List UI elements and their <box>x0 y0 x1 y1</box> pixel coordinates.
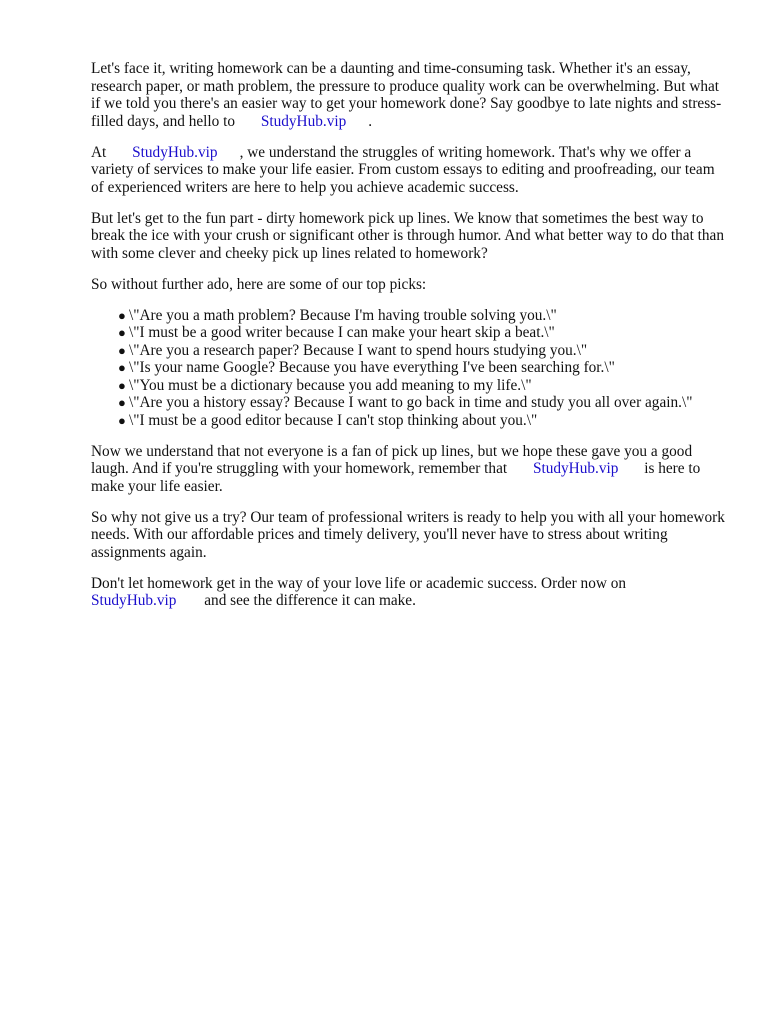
closing-text-end: and see the difference it can make. <box>204 592 416 609</box>
studyhub-link-about[interactable]: StudyHub.vip <box>132 143 218 161</box>
bullet-icon: ● <box>118 325 126 340</box>
pick-line-text: \"Are you a research paper? Because I want to spend hours studying you.\" <box>129 341 588 359</box>
understand-text: Now we understand that not everyone is a fan of pick up lines, but we hope these gave you a good laugh. And if you're struggling with your homework, remember that <box>91 442 693 477</box>
list-item <box>118 411 731 430</box>
pick-line-text: \"Are you a history essay? Because I want to go back in time and study you all over again.\" <box>129 394 693 411</box>
list-item <box>118 394 731 412</box>
bullet-icon: ● <box>118 395 126 410</box>
pick-line-text: \"I must be a good editor because I can't stop thinking about you.\" <box>129 411 538 429</box>
list-item <box>118 359 731 377</box>
understand-text-end: is here to make your life easier. <box>91 460 701 495</box>
closing-paragraph <box>91 575 731 610</box>
understand-paragraph <box>91 443 731 496</box>
try-us-paragraph: So why not give us a try? Our team of professional writers is ready to help you with all your homework needs. With our affordable prices and timely delivery, you'll never have to stress about writing assignments again. <box>91 508 725 561</box>
pick-line-text: \"I must be a good writer because I can make your heart skip a beat.\" <box>129 324 555 341</box>
list-item <box>118 341 731 360</box>
about-paragraph <box>91 144 731 197</box>
pick-line-text: \"You must be a dictionary because you add meaning to my life.\" <box>129 376 532 394</box>
list-item <box>118 306 731 325</box>
closing-text: Don't let homework get in the way of your love life or academic success. Order now on <box>91 574 627 592</box>
list-item <box>118 324 731 342</box>
intro-text-end: . <box>368 112 373 130</box>
top-picks-intro: So without further ado, here are some of our top picks: <box>91 275 427 293</box>
pick-line-text: \"Is your name Google? Because you have everything I've been searching for.\" <box>129 359 615 376</box>
fun-part-paragraph: But let's get to the fun part - dirty homework pick up lines. We know that sometimes the best way to break the ice with your crush or significant other is through humor. And what better way to do that than with some clever and cheeky pick up lines related to homework? <box>91 209 724 262</box>
pick-up-lines-list <box>91 307 731 430</box>
about-text-start: At <box>91 143 107 161</box>
list-item <box>118 376 731 395</box>
bullet-icon: ● <box>118 360 126 375</box>
bullet-icon: ● <box>118 342 126 358</box>
pick-line-text: \"Are you a math problem? Because I'm having trouble solving you.\" <box>129 306 557 324</box>
bullet-icon: ● <box>118 412 126 428</box>
about-text: , we understand the struggles of writing homework. That's why we offer a variety of services to make your life easier. From custom essays to editing and proofreading, our team of experienced writers are here to help you achieve academic success. <box>91 143 715 196</box>
bullet-icon: ● <box>118 377 126 393</box>
studyhub-link-understand[interactable]: StudyHub.vip <box>532 460 619 477</box>
bullet-icon: ● <box>118 307 126 323</box>
intro-text: Let's face it, writing homework can be a daunting and time-consuming task. Whether it's an essay, research paper, or math problem, the pressure to produce quality work can be overwhelming. But what if we told you there's an easier way to get your homework done? Say goodbye to late nights and stress-filled days, and hello to <box>91 60 722 130</box>
studyhub-link-closing[interactable]: StudyHub.vip <box>91 592 177 609</box>
document-body <box>91 60 731 623</box>
studyhub-link-intro[interactable]: StudyHub.vip <box>260 112 347 130</box>
intro-paragraph <box>91 60 731 130</box>
